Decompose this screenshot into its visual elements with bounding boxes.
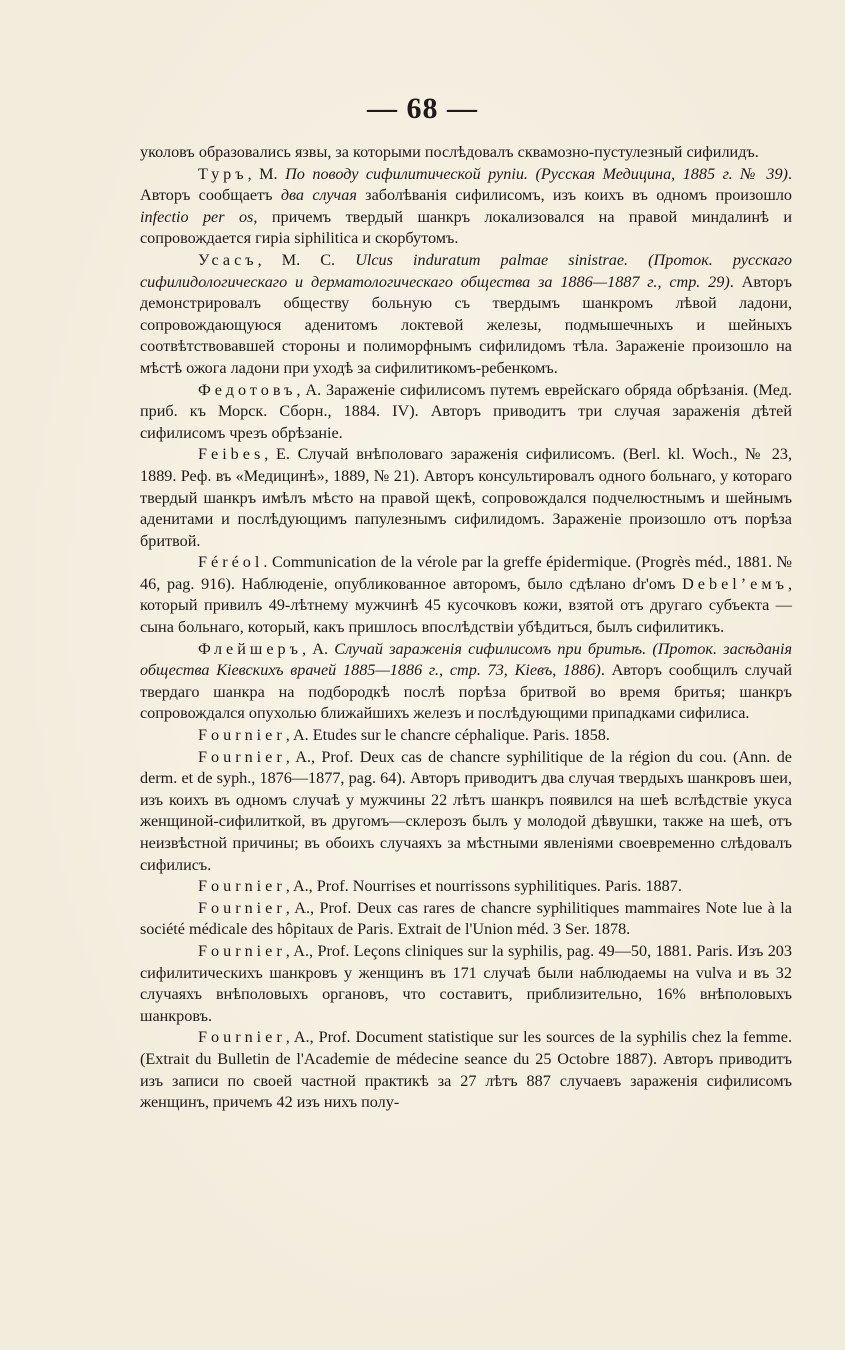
text-run: , A., Prof. Nourrises et nourrissons syphilitiques. Paris. 1887. [285, 877, 682, 896]
paragraph [140, 941, 792, 1027]
text-run: , A., Prof. Deux cas de chancre syphilitique de la région du cou. (Ann. de derm. et de syph., 1876—1877, pag. 64). Авторъ приводитъ два случая твердыхъ шанкровъ шеи, изъ коихъ въ одномъ случаѣ у мужчины 22 лѣтъ шанкръ появился на шеѣ вслѣдствіе укуса женщиной-сифилиткой, въ другомъ—склерозъ былъ у молодой дѣвушки, также на шеѣ, отъ неизвѣстной причины; въ обоихъ случаяхъ за мѣстными явленіями своевременно слѣдовалъ сифилисъ. [140, 747, 792, 874]
italic-title: По поводу сифилитической рупіи. (Русская Медицина, 1885 г. № 39) [285, 164, 788, 183]
page-number: — 68 — [367, 92, 478, 125]
text-run: , A., Prof. Deux cas rares de chancre syphilitiques mammaires Note lue à la société médicale des hôpitaux de Paris. Extrait de l'Union méd. 3 Ser. 1878. [140, 898, 792, 939]
text-run: , A. Etudes sur le chancre céphalique. Paris. 1858. [285, 726, 610, 745]
author-name: Fournier [198, 747, 286, 766]
text-run: . Communication de la vérole par la greffe épidermique. (Progrès méd., 1881. № 46, pag. 916). Наблюденіе, опубликованное авторомъ, было сдѣлано dr'омъ [140, 553, 792, 593]
author-name: Усасъ [198, 250, 258, 269]
text-run: уколовъ образовались язвы, за которыми послѣдовалъ сквамозно-пустулезный сифилидъ. [140, 143, 759, 161]
paragraph [140, 164, 792, 250]
author-name: Feibes [198, 445, 265, 464]
text-run: , A., Prof. Leçons cliniques sur la syphilis, pag. 49—50, 1881. Paris. Изъ 203 сифилитическихъ шанкровъ у женщинъ въ 171 случаѣ были наблюдаемы на vulva и въ 32 случаяхъ внѣполовыхъ органовъ, что составитъ, приблизительно, 16% внѣполовыхъ шанкровъ. [140, 941, 792, 1025]
text-run: , который привилъ 49-лѣтнему мужчинѣ 45 кусочковъ кожи, взятой отъ другаго субъекта — сына больнаго, который, какъ пришлось впослѣдствіи убѣдиться, былъ сифилитикъ. [140, 574, 792, 637]
text-run: . Авторъ демонстрировалъ обществу больную съ твердымъ шанкромъ лѣвой ладони, сопровождающуюся аденитомъ локтевой железы, подмышечныхъ и шейныхъ соотвѣтствовавшей стороны и полиморфнымъ сифилидомъ тѣла. Зараженіе произошло на мѣстѣ ожога ладони при уходѣ за сифилитикомъ-ребенкомъ. [140, 272, 792, 377]
paragraph [140, 380, 792, 445]
author-name: Туръ [198, 164, 248, 183]
text-run: , причемъ твердый шанкръ локализовался на правой миндалинѣ и сопровождается гиріа ѕірһіlіtіса и скорбутомъ. [140, 207, 792, 248]
text-run: . Авторъ сообщилъ случай твердаго шанкра на подбородкѣ послѣ порѣза бритвой во время бритья; шанкръ сопровождался опухолью ближайшихъ железъ и послѣдующими припадками сифилиса. [140, 661, 792, 723]
italic-title: Случай зараженія сифилисомъ при бритьѣ. (Проток. засѣданія общества Кіевскихъ врачей 1885—1886 г., стр. 73, Кіевъ, 1886) [140, 639, 792, 680]
text-run: . Авторъ сообщаетъ [140, 164, 792, 205]
italic-title: Ulcus induratum palmae sinistrae. (Проток. русскаго сифилидологическаго и дерматологическаго общества за 1886—1887 г., стр. 29) [140, 250, 792, 291]
author-name: Fournier [198, 898, 286, 917]
paragraph [140, 250, 792, 380]
paragraph [140, 444, 792, 552]
paragraph [140, 747, 792, 877]
text-run: , А. [302, 639, 335, 658]
author-name: Флейшеръ [198, 639, 303, 658]
italic-title: два случая [280, 186, 357, 205]
author-name: Федотовъ [198, 380, 297, 399]
author-name: Fournier [198, 726, 286, 745]
paragraph [140, 552, 792, 638]
paragraph [140, 639, 792, 725]
paragraph [140, 725, 792, 747]
author-name: Debelʼемъ [682, 574, 788, 593]
text-run: , М. [247, 164, 286, 183]
text-run: , E. Случай внѣполоваго зараженія сифилисомъ. (Berl. kl. Woch., № 23, 1889. Реф. въ «Медицинѣ», 1889, № 21). Авторъ консультировалъ одного больнаго, у котораго твердый шанкръ имѣлъ мѣсто на правой щекѣ, сопровождался подчелюстнымъ и шейнымъ аденитами и послѣдующимъ папулезнымъ сифилидомъ. Зараженіе произошло отъ порѣза бритвой. [140, 445, 792, 550]
text-run: , М. С. [257, 250, 356, 269]
author-name: Fournier [198, 877, 286, 896]
paragraph [140, 876, 792, 898]
text-run: , А. Зараженіе сифилисомъ путемъ еврейскаго обряда обрѣзанія. (Мед. приб. къ Морск. Сборн., 1884. IV). Авторъ приводитъ три случая зараженія дѣтей сифилисомъ чрезъ обрѣзаніе. [140, 380, 792, 442]
paragraph [140, 142, 792, 164]
paragraph [140, 898, 792, 941]
author-name: Fournier [198, 941, 286, 960]
text-run: заболѣванія сифилисомъ, изъ коихъ въ одномъ произошло [356, 186, 792, 205]
italic-title: infectio per os [140, 207, 254, 226]
paragraph [140, 1027, 792, 1113]
body-text [140, 142, 792, 1114]
text-run: , A., Prof. Document statistique sur les sources de la syphilis chez la femme. (Extrait du Bulletin de l'Academie de médecine seance du 25 Octobre 1887). Авторъ приводитъ изъ записи по своей частной практикѣ за 27 лѣтъ 887 случаевъ зараженія сифилисомъ женщинъ, причемъ 42 изъ нихъ полу- [140, 1028, 792, 1112]
author-name: Fournier [198, 1028, 286, 1047]
author-name: Féréol [198, 553, 264, 572]
